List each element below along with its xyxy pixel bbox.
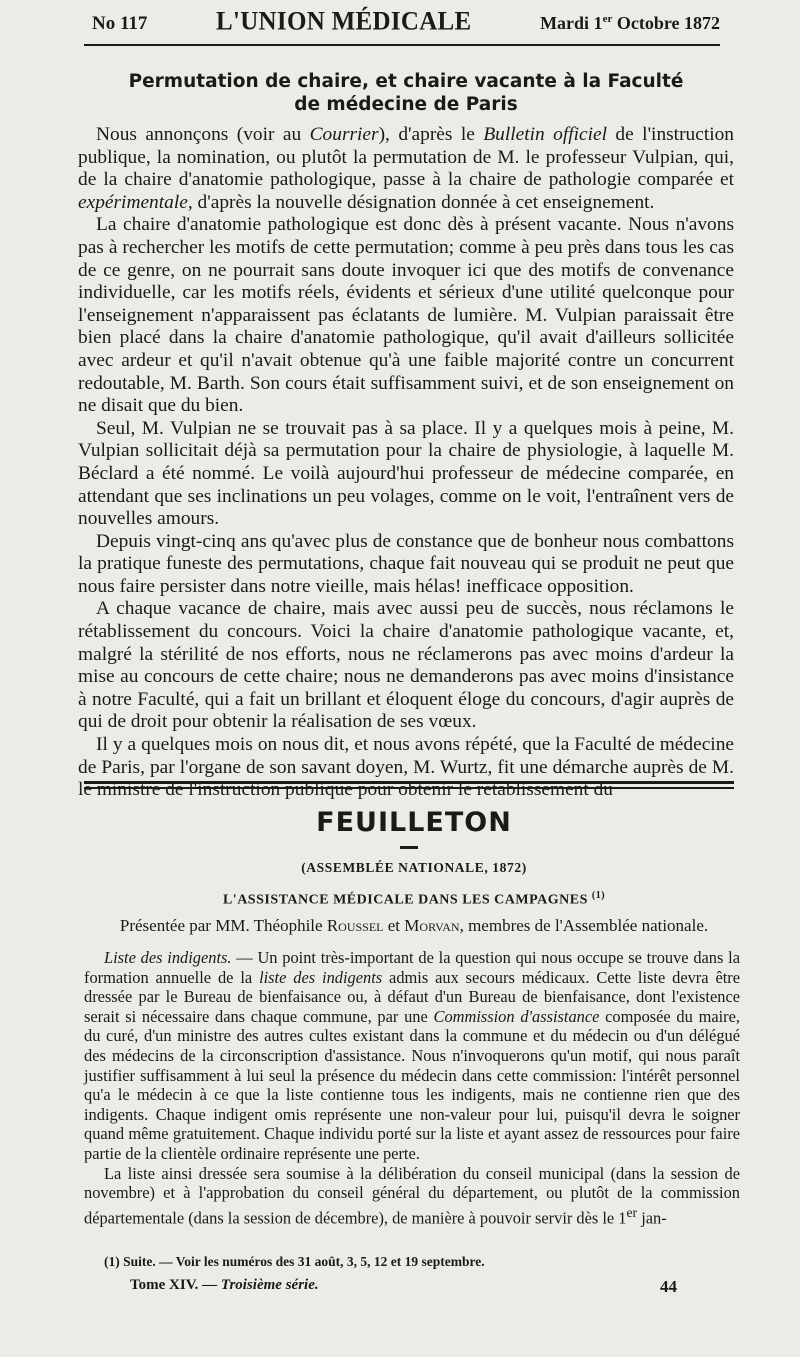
feuilleton-body [84, 948, 740, 1228]
footnote: (1) Suite. — Voir les numéros des 31 août, 3, 5, 12 et 19 septembre. [104, 1254, 485, 1269]
feuilleton-heading: L'ASSISTANCE MÉDICALE DANS LES CAMPAGNES $^{(1)}$ [222, 890, 606, 908]
page-footer [130, 1277, 690, 1299]
tome-label: Tome XIV. — Troisième série. [130, 1277, 319, 1293]
header-rule [84, 44, 720, 46]
article-paragraph: A chaque vacance de chaire, mais avec aussi peu de succès, nous réclamons le rétablissement du concours. Voici la chaire d'anatomie pathologique vacante, et, malgré la stérilité de nos efforts, nous ne réclamerons pas avec moins d'ardeur la mise au concours de cette chaire; nous ne demanderons pas avec moins d'insistance à notre Faculté, qui a fait un brillant et éloquent éloge du concours, d'agir auprès de qui de droit pour obtenir la réalisation de ses vœux. [78, 598, 734, 733]
feuilleton-byline: Présentée par MM. Théophile Roussel et Morvan, membres de l'Assemblée nationale. [119, 916, 709, 935]
feuilleton-divider [84, 781, 734, 789]
article-paragraph: Depuis vingt-cinq ans qu'avec plus de constance que de bonheur nous combattons la pratique funeste des permutations, chaque fait nouveau qui se produit ne peut que nous faire persister dans notre vieille, mais hélas! inefficace opposition. [78, 530, 734, 597]
page-number: 44 [660, 1277, 677, 1296]
feuilleton-paragraph: La liste ainsi dressée sera soumise à la délibération du conseil municipal (dans la session de novembre) et à l'approbation du conseil général du département, ou plutôt de la commission départementale (dans la session de décembre), de manière à pouvoir servir dès le 1er jan- [84, 1163, 740, 1228]
issue-date: Mardi 1er Octobre 1872 [540, 13, 720, 33]
feuilleton-paragraph: Liste des indigents. — Un point très-important de la question qui nous occupe se trouve dans la formation annuelle de la liste des indigents admis aux secours médicaux. Cette liste devra être dressée par le Bureau de bienfaisance ou, à défaut d'un Bureau de bienfaisance, dont l'existence serait si nécessaire dans chaque commune, par une Commission d'assistance composée du maire, du curé, d'un ministre des autres cultes existant dans la commune et du médecin ou d'un délégué des médecins de la circonscription d'assistance. Nous n'invoquerons qu'un motif, qui nous paraît justifier suffisamment à lui seul la présence du médecin dans cette commission: l'intérêt personnel qu'a le médecin à ce que la liste contienne tous les indigents, mais ne contienne rien que des indigents. Chaque indigent omis représente une non-valeur pour lui, puisqu'il devra le soigner quand même gratuitement. Chaque individu porté sur la liste et ayant assez de ressources pour faire partie de la clientèle ordinaire représente une perte. [84, 948, 741, 1163]
title-dash [400, 846, 418, 849]
feuilleton-title: FEUILLETON [316, 807, 512, 838]
article-paragraph: Nous annonçons (voir au Courrier), d'après le Bulletin officiel de l'instruction publique, la nomination, ou plutôt la permutation de M. le professeur Vulpian, qui, de la chaire d'anatomie pathologique, passe à la chaire de pathologie comparée et expérimentale, d'après la nouvelle désignation donnée à cet enseignement. [78, 124, 734, 213]
issue-number: No 117 [92, 13, 148, 34]
newspaper-title: L'UNION MÉDICALE [215, 7, 472, 36]
feuilleton-subtitle: (ASSEMBLÉE NATIONALE, 1872) [301, 860, 527, 875]
article-paragraph: La chaire d'anatomie pathologique est donc dès à présent vacante. Nous n'avons pas à rechercher les motifs de cette permutation; comme à peu près dans tous les cas de ce genre, on ne pourrait sans doute invoquer ici que des motifs de convenance individuelle, car les motifs réels, évidents et sérieux d'une utilité quelconque pour l'enseignement n'apparaissent pas éclatants de lumière. M. Vulpian paraissait être bien placé dans la chaire d'anatomie pathologique, qu'il avait d'ailleurs sollicitée avec ardeur et qu'il n'avait obtenue qu'à une faible majorité contre un concurrent redoutable, M. Barth. Son cours était suffisamment suivi, et de son enseignement on ne disait que du bien. [78, 214, 734, 417]
article-paragraph: Seul, M. Vulpian ne se trouvait pas à sa place. Il y a quelques mois à peine, M. Vulpian sollicitait déjà sa permutation pour la chaire de physiologie, à laquelle M. Béclard a été nommé. Le voilà aujourd'hui professeur de médecine comparée, en attendant que ses inclinations un peu volages, comme on le voit, l'entraînent vers de nouvelles amours. [78, 417, 734, 530]
article-body [78, 124, 734, 802]
masthead [92, 8, 720, 38]
article-title: Permutation de chaire, et chaire vacante à la Faculté de médecine de Paris [128, 71, 684, 115]
article-paragraph: Il y a quelques mois on nous dit, et nous avons répété, que la Faculté de médecine de Paris, par l'organe de son savant doyen, M. Wurtz, fit une démarche auprès de M. le ministre de l'instruction publique pour obtenir le rétablissement du [78, 734, 734, 801]
